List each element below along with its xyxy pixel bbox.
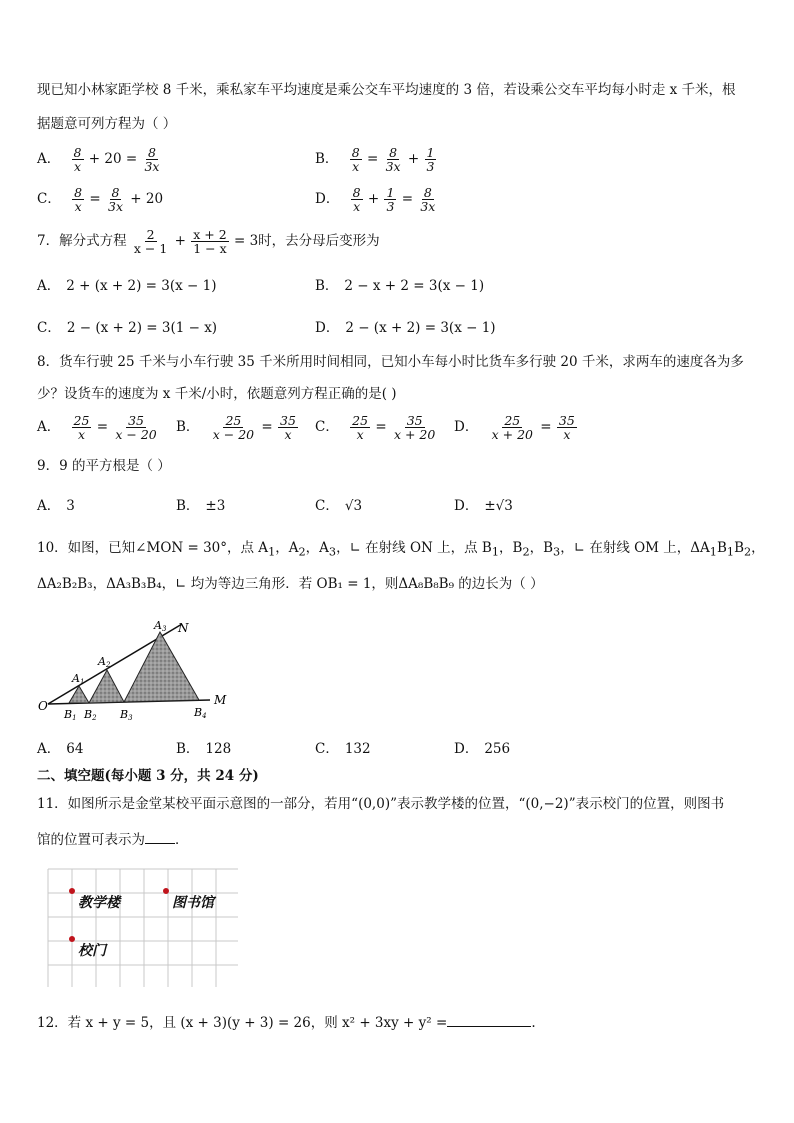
label-b2: B2 [84, 708, 97, 722]
option-label: D． [454, 419, 479, 435]
q11-line2 [37, 830, 189, 850]
library-dot [163, 888, 169, 894]
option-label: D． [315, 191, 340, 207]
option-label: C． [315, 498, 339, 514]
option-label: B． [315, 278, 339, 294]
label-o: O [38, 699, 48, 713]
q7-stem: 7．解分式方程 $\frac{2}{x - 1}$ + $\frac{x + 2}{1 - x}$ = 3时，去分母后变形为 [37, 227, 380, 256]
q8-option-b[interactable]: B． $\frac{25}{x - 20}$ = $\frac{35}{x}$ [176, 413, 296, 442]
q10-option-d[interactable] [454, 737, 510, 757]
q9-option-b[interactable] [176, 494, 225, 514]
q7-option-b-text: 2 − x + 2 = 3(x − 1) [344, 278, 485, 294]
label-m: M [214, 693, 227, 707]
q9-option-c[interactable] [315, 494, 362, 514]
q8-option-d[interactable]: D． $\frac{25}{x + 20}$ = $\frac{35}{x}$ [454, 413, 575, 442]
label-a2: A2 [98, 655, 111, 669]
q10-text: ，∟ 在射线 OM 上，ΔA [560, 540, 710, 556]
option-label: C． [315, 419, 339, 435]
option-label: A． [37, 278, 61, 294]
q7-option-d-text: 2 − (x + 2) = 3(x − 1) [345, 320, 496, 336]
q10-text: ，A [275, 540, 299, 556]
q9-option-d-text: ±√3 [484, 498, 513, 514]
q10-text: ，A [305, 540, 329, 556]
q8-option-c[interactable]: C． $\frac{25}{x}$ = $\frac{35}{x + 20}$ [315, 413, 436, 442]
option-label: D． [315, 320, 340, 336]
option-label: A． [37, 498, 61, 514]
q6-line1: 现已知小林家距学校 8 千米，乘私家车平均速度是乘公交车平均速度的 3 倍，若设乘公交车平均每小时走 x 千米，根 [37, 82, 736, 98]
q11-line2-text: 馆的位置可表示为 [37, 832, 145, 848]
label-a3: A3 [154, 619, 167, 633]
q11-line1: 11．如图所示是金堂某校平面示意图的一部分，若用“(0,0)”表示教学楼的位置，“(0,−2)”表示校门的位置，则图书 [37, 796, 725, 812]
q9-stem: 9．9 的平方根是（ ） [37, 458, 171, 474]
label-n: N [178, 621, 189, 635]
q7-prefix: 7．解分式方程 [37, 233, 127, 249]
option-label: A． [37, 741, 61, 757]
q7-suffix: 时，去分母后变形为 [258, 233, 380, 249]
grid-lines [48, 869, 238, 987]
q10-option-b-text: 128 [205, 741, 232, 757]
q10-option-c-text: 132 [344, 741, 371, 757]
q7-option-a-text: 2 + (x + 2) = 3(x − 1) [66, 278, 217, 294]
q9-option-a[interactable] [37, 494, 75, 514]
option-label: B． [176, 419, 200, 435]
triangle-a3b3b4 [124, 632, 199, 702]
label-b4: B4 [194, 706, 207, 720]
teaching-building-label: 教学楼 [78, 895, 120, 911]
q6-option-a[interactable]: A． $\frac{8}{x}$ + 20 = $\frac{8}{3x}$ [37, 145, 160, 174]
answer-blank[interactable] [145, 831, 175, 844]
q10-option-c[interactable] [315, 737, 371, 757]
q8-option-a[interactable]: A． $\frac{25}{x}$ = $\frac{35}{x - 20}$ [37, 413, 157, 442]
option-label: B． [315, 151, 339, 167]
q12-text: 12．若 x + y = 5，且 (x + 3)(y + 3) = 26，则 x² + 3xy + y² = [37, 1015, 448, 1031]
q6-option-c[interactable]: C． $\frac{8}{x}$ = $\frac{8}{3x}$ + 20 [37, 185, 164, 214]
q9-option-c-text: √3 [344, 498, 363, 514]
q8-line2: 少？设货车的速度为 x 千米/小时，依题意列方程正确的是( ) [37, 386, 397, 402]
q10-option-b[interactable] [176, 737, 231, 757]
option-label: C． [37, 320, 61, 336]
option-label: C． [37, 191, 61, 207]
gate-dot [69, 936, 75, 942]
option-label: B． [176, 741, 200, 757]
option-label: A． [37, 151, 61, 167]
q10-figure [36, 612, 236, 722]
q10-text: ，∟ 在射线 ON 上，点 B [336, 540, 492, 556]
q8-line1: 8．货车行驶 25 千米与小车行驶 35 千米所用时间相同，已知小车每小时比货车多行驶 20 千米，求两车的速度各为多 [37, 354, 744, 370]
q9-option-d[interactable] [454, 494, 513, 514]
teaching-building-dot [69, 888, 75, 894]
triangle-a1b1b2 [69, 686, 89, 703]
label-a1: A1 [72, 672, 85, 686]
q9-option-b-text: ±3 [205, 498, 226, 514]
q10-line1: 10．如图，已知∠MON = 30°，点 $A_1$，$A_2$，$A_3$，∟ 在射线 ON 上，点 $B_1$，$B_2$，$B_3$，∟ 在射线 OM 上，$\Delta A_1B_1B_2$， [37, 540, 765, 559]
option-label: D． [454, 498, 479, 514]
option-label: A． [37, 419, 61, 435]
option-label: D． [454, 741, 479, 757]
q6-line2: 据题意可列方程为（ ） [37, 116, 177, 132]
q11-line2-end: ． [175, 832, 189, 848]
q10-text: 10．如图，已知∠MON = 30°，点 A [37, 540, 269, 556]
q10-option-a-text: 64 [66, 741, 84, 757]
q6-option-d[interactable]: D． $\frac{8}{x}$ + $\frac{1}{3}$ = $\frac{8}{3x}$ [315, 185, 436, 214]
q9-option-a-text: 3 [66, 498, 75, 514]
section-title: 二、填空题(每小题 3 分，共 24 分) [37, 768, 259, 784]
q11-grid-map [46, 867, 240, 989]
q6-option-b[interactable]: B． $\frac{8}{x}$ = $\frac{8}{3x}$ + $\frac{1}{3}$ [315, 145, 435, 174]
label-b3: B3 [120, 708, 133, 722]
option-label: B． [176, 498, 200, 514]
q10-text: ，B [529, 540, 554, 556]
q7-option-c[interactable] [37, 316, 217, 336]
q7-option-a[interactable] [37, 274, 216, 294]
q7-option-d[interactable] [315, 316, 496, 336]
q12-end: . [531, 1015, 536, 1031]
q10-option-a[interactable] [37, 737, 83, 757]
library-label: 图书馆 [172, 895, 214, 911]
q7-option-b[interactable] [315, 274, 484, 294]
q10-text: ，B [499, 540, 523, 556]
triangle-a2b2b3 [89, 670, 124, 703]
answer-blank[interactable] [447, 1014, 531, 1027]
q10-option-d-text: 256 [484, 741, 511, 757]
q7-option-c-text: 2 − (x + 2) = 3(1 − x) [66, 320, 218, 336]
q12-stem [37, 1013, 536, 1033]
gate-label: 校门 [78, 943, 106, 959]
option-label: C． [315, 741, 339, 757]
label-b1: B1 [64, 708, 77, 722]
q10-line2: ΔA₂B₂B₃，ΔA₃B₃B₄，∟ 均为等边三角形．若 OB₁ = 1，则ΔA₈B₈B₉ 的边长为（ ） [37, 576, 544, 592]
